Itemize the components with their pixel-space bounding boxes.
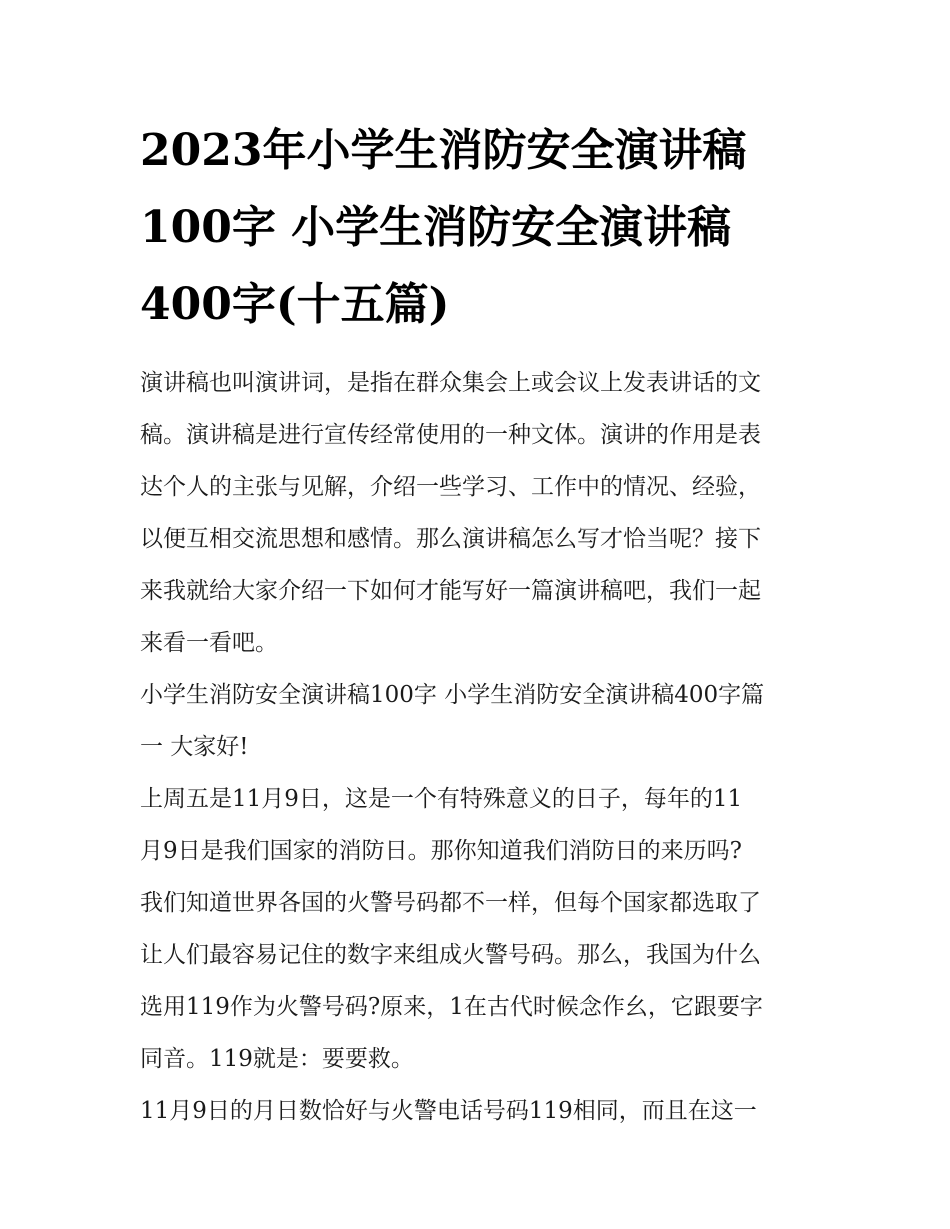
text-line: 以便互相交流思想和感情。那么演讲稿怎么写才恰当呢？接下 [140, 526, 761, 552]
text-line: 上周五是11月9日，这是一个有特殊意义的日子，每年的11 [140, 786, 743, 812]
title-line: 2023年小学生消防安全演讲稿 [140, 125, 747, 176]
intro-paragraph [140, 357, 816, 669]
text-line: 选用119作为火警号码?原来，1在古代时候念作幺，它跟要字 [140, 994, 763, 1020]
body-paragraph [140, 773, 816, 1085]
title-line: 100字 小学生消防安全演讲稿 [140, 202, 732, 253]
title-line: 400字(十五篇) [140, 279, 450, 330]
body-paragraph [140, 1085, 816, 1137]
document-body [140, 357, 816, 1137]
text-line: 让人们最容易记住的数字来组成火警号码。那么，我国为什么 [140, 942, 761, 968]
text-line: 小学生消防安全演讲稿100字 小学生消防安全演讲稿400字篇 [140, 682, 765, 708]
text-line: 月9日是我们国家的消防日。那你知道我们消防日的来历吗? [140, 838, 742, 864]
text-line: 来看一看吧。 [140, 630, 278, 656]
text-line: 达个人的主张与见解，介绍一些学习、工作中的情况、经验， [140, 474, 761, 500]
text-line: 11月9日的月日数恰好与火警电话号码119相同，而且在这一 [140, 1098, 757, 1124]
text-line: 演讲稿也叫演讲词，是指在群众集会上或会议上发表讲话的文 [140, 370, 761, 396]
text-line: 稿。演讲稿是进行宣传经常使用的一种文体。演讲的作用是表 [140, 422, 761, 448]
document-title [140, 112, 816, 343]
text-line: 来我就给大家介绍一下如何才能写好一篇演讲稿吧，我们一起 [140, 578, 761, 604]
section-heading-paragraph [140, 669, 816, 773]
text-line: 我们知道世界各国的火警号码都不一样，但每个国家都选取了 [140, 890, 761, 916]
text-line: 同音。119就是：要要救。 [140, 1046, 414, 1072]
document-page [140, 112, 816, 1137]
text-line: 一 大家好! [140, 734, 249, 760]
